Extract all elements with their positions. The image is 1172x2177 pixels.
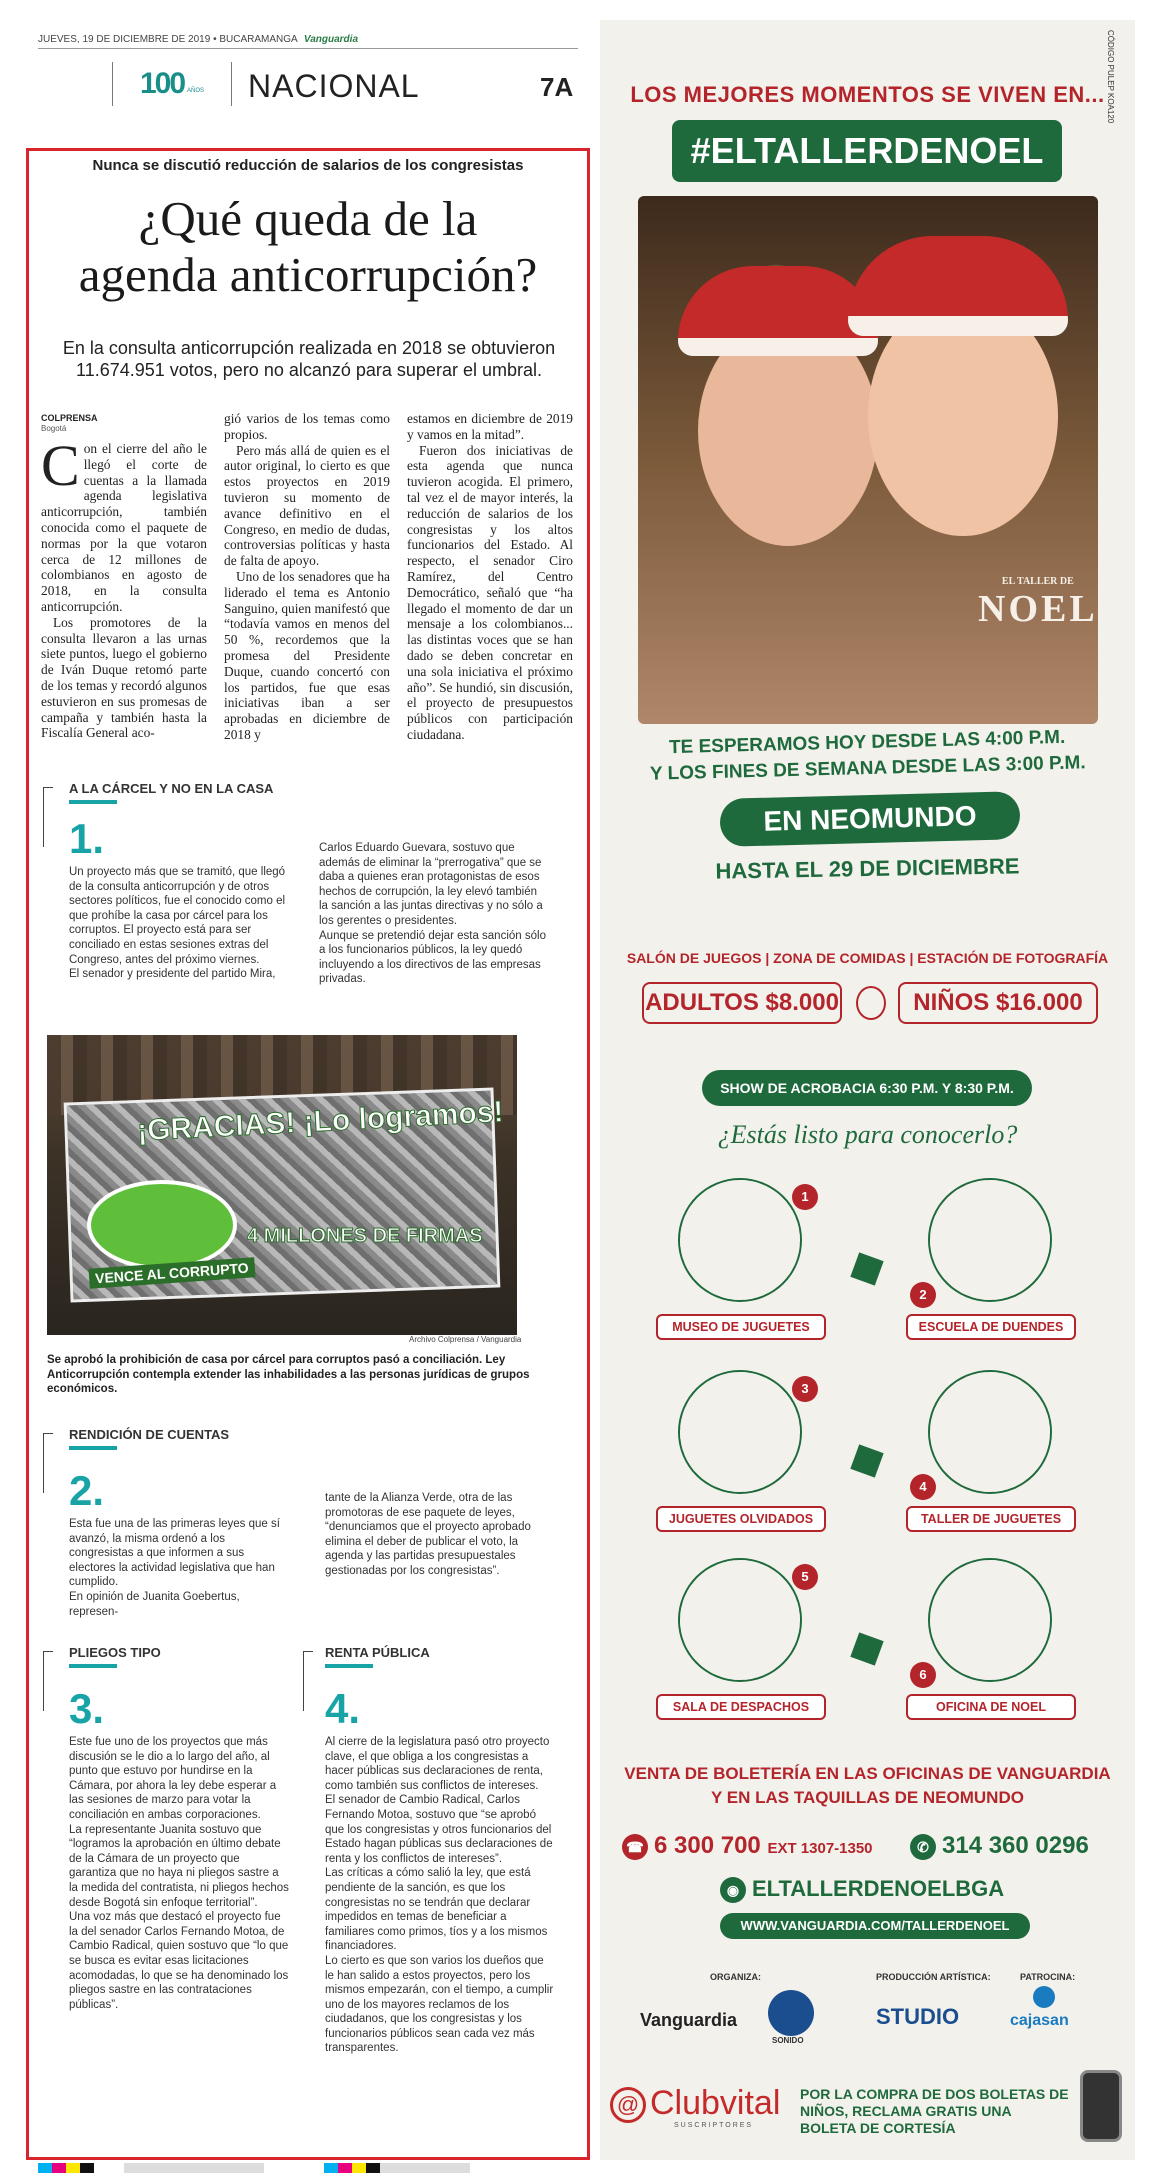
banner-seal-text: VENCE AL CORRUPTO bbox=[89, 1257, 256, 1289]
whatsapp bbox=[910, 1832, 1089, 1860]
banner-seal bbox=[87, 1180, 237, 1270]
logo-sub: AÑOS bbox=[187, 88, 205, 94]
web-url[interactable]: WWW.VANGUARDIA.COM/TALLERDENOEL bbox=[720, 1913, 1030, 1939]
zone-image-4 bbox=[930, 1372, 1050, 1492]
brand-name: Vanguardia bbox=[303, 34, 359, 45]
brace-3 bbox=[43, 1651, 53, 1711]
dateline-text: JUEVES, 19 DE DICIEMBRE DE 2019 • BUCARAMANGA bbox=[38, 34, 298, 45]
ad-photo-kids bbox=[638, 196, 1098, 724]
brace-1 bbox=[43, 787, 53, 847]
kicker: Nunca se discutió reducción de salarios de los congresistas bbox=[92, 157, 524, 174]
brace-2 bbox=[43, 1433, 53, 1493]
box3-title: PLIEGOS TIPO bbox=[69, 1645, 161, 1668]
zone-image-6 bbox=[930, 1560, 1050, 1680]
zone-label-5: SALA DE DESPACHOS bbox=[656, 1694, 826, 1720]
venue-badge: EN NEOMUNDO bbox=[719, 791, 1020, 847]
christmas-ad bbox=[600, 20, 1135, 2160]
phone-ext: EXT 1307-1350 bbox=[767, 1840, 873, 1857]
clubvital-name: Clubvital bbox=[650, 2084, 781, 2122]
byline-place: Bogotá bbox=[41, 424, 67, 433]
box3-text: Este fue uno de los proyectos que más discusión se le dio a lo largo del año, al punto que estuvo por hundirse en la Cámara, por ahora la ley debe esperar a las sesiones de marzo para votar la conciliación en ambas corporaciones. La representante Juanita sostuvo que “logramos la aprobación en último debate de la Cámara de un proyecto que garantiza que no haya ni pliegos sastre a la medida del contratista, ni pliegos hechos desde Bogotá sin enfoque territorial”. Una voz más que destacó el proyecto fue la del senador Carlos Fernando Motoa, de Cambio Radical, quien sostuvo que “lo que se busca es evitar esas licitaciones acomodadas, lo que se ha denominado los pliegos sastre en las contrataciones públicas”. bbox=[69, 1736, 289, 2011]
clubvital-logo bbox=[610, 2084, 780, 2123]
column-2 bbox=[224, 411, 390, 743]
box2-title: RENDICIÓN DE CUENTAS bbox=[69, 1427, 229, 1450]
until-date: HASTA EL 29 DE DICIEMBRE bbox=[715, 853, 1020, 884]
diamond-2 bbox=[850, 1444, 883, 1477]
features: SALÓN DE JUEGOS | ZONA DE COMIDAS | ESTACIÓN DE FOTOGRAFÍA bbox=[626, 950, 1109, 966]
sales-line-1: VENTA DE BOLETERÍA EN LAS OFICINAS DE VANGUARDIA bbox=[624, 1764, 1111, 1783]
sales-line-2: Y EN LAS TAQUILLAS DE NEOMUNDO bbox=[711, 1788, 1024, 1807]
col1-paragraph-2: Los promotores de la consulta llevaron a las urnas siete puntos, luego el gobierno de Iván Duque retomó parte de los temas y recordó algunos estuvieron en sus promesas de campaña y también hasta la Fiscalía General aco- bbox=[41, 614, 207, 741]
pulep-code: CÓDIGO PULEP KOA120 bbox=[1106, 30, 1115, 124]
print-color-bar bbox=[38, 2163, 584, 2173]
box1-number: 1. bbox=[69, 815, 105, 862]
price-adults: ADULTOS $8.000 bbox=[642, 982, 842, 1024]
sponsor-sonido: SONIDO bbox=[772, 2036, 804, 2045]
noel-logo bbox=[978, 576, 1098, 631]
byline: COLPRENSA bbox=[41, 413, 98, 423]
show-badge: SHOW DE ACROBACIA 6:30 P.M. Y 8:30 P.M. bbox=[702, 1070, 1032, 1106]
banner-text: ¡GRACIAS! ¡Lo logramos! bbox=[136, 1095, 505, 1148]
promo-text: POR LA COMPRA DE DOS BOLETAS DE NIÑOS, RECLAMA GRATIS UNA BOLETA DE CORTESÍA bbox=[800, 2086, 1069, 2136]
headline bbox=[29, 191, 587, 303]
sponsor-cajasan: cajasan bbox=[1010, 2012, 1069, 2029]
box2-text-right: tante de la Alianza Verde, otra de las promotoras de ese paquete de leyes, “denunciamos que el proyecto aprobado elimina el deber de publicar el voto, la agenda y las partidas presupuestales gestionadas por los congresistas”. bbox=[325, 1492, 531, 1577]
box4-title: RENTA PÚBLICA bbox=[325, 1645, 430, 1668]
column-1 bbox=[41, 433, 207, 741]
phone bbox=[622, 1832, 873, 1860]
noel-logo-big: NOEL bbox=[978, 588, 1098, 630]
instagram-icon: ◉ bbox=[720, 1877, 746, 1903]
produccion-label: PRODUCCIÓN ARTÍSTICA: bbox=[876, 1972, 991, 1982]
box2-text-left: Esta fue una de las primeras leyes que sí avanzó, la misma ordenó a los congresistas a que informen a sus electores la actividad legislativa que han cumplido. En opinión de Juanita Goebertus, represen- bbox=[69, 1518, 280, 1618]
ad-headline: LOS MEJORES MOMENTOS SE VIVEN EN... bbox=[630, 82, 1105, 107]
column-3 bbox=[407, 411, 573, 743]
organiza-label: ORGANIZA: bbox=[710, 1972, 761, 1982]
box4-text: Al cierre de la legislatura pasó otro proyecto clave, el que obliga a los congresistas a hacer públicas sus declaraciones de renta, como también sus conflictos de intereses. El senador de Cambio Radical, Carlos Fernando Motoa, sostuvo que “se aprobó que los congresistas y otros funcionarios del Estado hagan públicas sus declaraciones de renta y los conflictos de intereses”. Las críticas a cómo salió la ley, que está pendiente de la sanción, es que los congresistas no se tendrán que declarar impedidos en temas de beneficiar a familiares como primos, tíos y a los mismos financiadores. Lo cierto es que son varios los dueños que le han salido a estos proyectos, pero los mismos empezarán, con el tiempo, a cumplir uno de los mayores reclamos de los ciudadanos, que los congresistas y los funcionarios públicos sean cada vez más transparentes. bbox=[325, 1736, 554, 2055]
diamond-3 bbox=[850, 1632, 883, 1665]
smartphone-icon bbox=[1080, 2070, 1122, 2142]
anniversary-logo bbox=[112, 62, 232, 106]
question: ¿Estás listo para conocerlo? bbox=[717, 1120, 1018, 1149]
box1-title: A LA CÁRCEL Y NO EN LA CASA bbox=[69, 781, 273, 804]
zone-badge-4: 4 bbox=[910, 1474, 936, 1500]
zone-badge-5: 5 bbox=[792, 1564, 818, 1590]
price-kids: NIÑOS $16.000 bbox=[898, 982, 1098, 1024]
sponsor-vanguardia: Vanguardia bbox=[640, 2010, 738, 2030]
clubvital-sub: SUSCRIPTORES bbox=[674, 2122, 754, 2129]
cajasan-icon bbox=[1033, 1986, 1055, 2008]
box1-text-left: Un proyecto más que se tramitó, que llegó de la consulta anticorrupción y de otros sectores políticos, fue el conocido como el que prohíbe la casa por cárcel para los corruptos. El proyecto está para ser conciliado en estas sesiones extras del Congreso, antes del próximo viernes. El senador y presidente del partido Mira, bbox=[69, 866, 286, 981]
brace-4 bbox=[303, 1651, 313, 1711]
box4-number: 4. bbox=[325, 1685, 361, 1732]
schedule-line-2: Y LOS FINES DE SEMANA DESDE LAS 3:00 P.M. bbox=[649, 752, 1086, 785]
logo-number: 100 bbox=[139, 67, 185, 100]
dropcap: C bbox=[41, 433, 80, 498]
sales-info bbox=[600, 1762, 1135, 1810]
instagram-handle: ELTALLERDENOELBGA bbox=[752, 1876, 1005, 1901]
clubvital-icon: @ bbox=[610, 2087, 646, 2123]
zone-label-1: MUSEO DE JUGUETES bbox=[656, 1314, 826, 1340]
zone-image-3 bbox=[680, 1372, 800, 1492]
col2-paragraph-2: Pero más allá de quien es el autor original, lo cierto es que estos proyectos en 2019 tuvieron su momento de avance definitivo en el Congreso, en medio de dudas, controversias políticas y hasta de falta de apoyo. bbox=[224, 442, 390, 569]
headline-line-2: agenda anticorrupción? bbox=[78, 247, 538, 302]
section-name: NACIONAL bbox=[248, 68, 420, 104]
article-frame bbox=[26, 148, 590, 2160]
santa-hat-right bbox=[848, 236, 1068, 336]
zone-label-4: TALLER DE JUGUETES bbox=[906, 1506, 1076, 1532]
page-number: 7A bbox=[540, 72, 574, 102]
box2-number: 2. bbox=[69, 1467, 105, 1514]
phone-number: 6 300 700 bbox=[654, 1832, 761, 1859]
phone-icon: ☎ bbox=[622, 1834, 648, 1860]
zone-label-6: OFICINA DE NOEL bbox=[906, 1694, 1076, 1720]
col1-paragraph-1: on el cierre del año le llegó el corte de cuentas a la llamada agenda legislativa anticorrupción, también conocida como el paquete de normas por la que votaron cerca de 12 millones de colombianos en agosto de 2018, en la consulta anticorrupción. bbox=[41, 441, 207, 614]
deck: En la consulta anticorrupción realizada en 2018 se obtuvieron 11.674.951 votos, pero no alcanzó para superar el umbral. bbox=[62, 338, 556, 380]
col3-paragraph-1: estamos en diciembre de 2019 y vamos en la mitad”. bbox=[407, 411, 573, 442]
ad-schedule bbox=[609, 723, 1125, 788]
diamond-1 bbox=[850, 1252, 883, 1285]
zone-label-3: JUGUETES OLVIDADOS bbox=[656, 1506, 826, 1532]
zone-image-1 bbox=[680, 1180, 800, 1300]
col2-paragraph-3: Uno de los senadores que ha liderado el tema es Antonio Sanguino, quien manifestó que “todavía vamos en menos del 50 %, recordemos que la promesa del Presidente Duque, cuando concertó con los partidos, fue que esas iniciativas iban a ser aprobadas en diciembre de 2018 y bbox=[224, 568, 390, 742]
headline-line-1: ¿Qué queda de la bbox=[138, 191, 478, 246]
zone-image-5 bbox=[680, 1560, 800, 1680]
noel-logo-small: EL TALLER DE bbox=[1001, 576, 1074, 587]
zone-badge-6: 6 bbox=[910, 1662, 936, 1688]
instagram bbox=[720, 1876, 1004, 1903]
col2-paragraph-1: gió varios de los temas como propios. bbox=[224, 411, 390, 442]
schedule-line-1: TE ESPERAMOS HOY DESDE LAS 4:00 P.M. bbox=[668, 726, 1066, 759]
photo-caption: Se aprobó la prohibición de casa por cárcel para corruptos pasó a conciliación. Ley Anticorrupción contempla extender las inhabilidades a las personas jurídicas de grupos económicos. bbox=[47, 1354, 530, 1395]
zone-badge-3: 3 bbox=[792, 1376, 818, 1402]
whatsapp-icon: ✆ bbox=[910, 1834, 936, 1860]
zone-label-2: ESCUELA DE DUENDES bbox=[906, 1314, 1076, 1340]
banner-firmas: 4 MILLONES DE FIRMAS bbox=[247, 1225, 483, 1247]
col3-paragraph-2: Fueron dos iniciativas de esta agenda que nunca tuvieron acogida. El primero, tal vez el de mayor interés, la reducción de salarios de los congresistas y los altos funcionarios del Estado. Al respecto, el senador Ciro Ramírez, del Centro Democrático, señaló que “ha llegado el momento de dar un mensaje a los colombianos... las distintas voces que se han dado se deben concretar en una sola iniciativa el próximo año”. Se hundió, sin discusión, el proyecto de presupuestos públicos con participación ciudadana. bbox=[407, 442, 573, 742]
sonido-logo bbox=[768, 1990, 814, 2036]
zone-image-2 bbox=[930, 1180, 1050, 1300]
patrocina-label: PATROCINA: bbox=[1020, 1972, 1076, 1982]
ticket-icon bbox=[856, 986, 886, 1020]
photo-credit: Archivo Colprensa / Vanguardia bbox=[409, 1335, 522, 1344]
protest-photo bbox=[47, 1035, 517, 1335]
box3-number: 3. bbox=[69, 1685, 105, 1732]
zone-badge-2: 2 bbox=[910, 1282, 936, 1308]
dateline bbox=[38, 34, 578, 49]
sponsor-studio: STUDIO bbox=[876, 2004, 960, 2029]
zone-badge-1: 1 bbox=[792, 1184, 818, 1210]
box1-text-right: Carlos Eduardo Guevara, sostuvo que además de eliminar la “prerrogativa” que se daba a quienes eran protagonistas de esos hechos de corrupción, la ley elevó también la sanción a las juntas directivas y no sólo a los gerentes o presidentes. Aunque se pretendió dejar esta sanción sólo a los funcionarios públicos, la ley quedó incluyendo a los directivos de las empresas privadas. bbox=[319, 842, 546, 986]
ad-hashtag: #ELTALLERDENOEL bbox=[672, 120, 1062, 182]
whatsapp-number: 314 360 0296 bbox=[942, 1832, 1089, 1859]
